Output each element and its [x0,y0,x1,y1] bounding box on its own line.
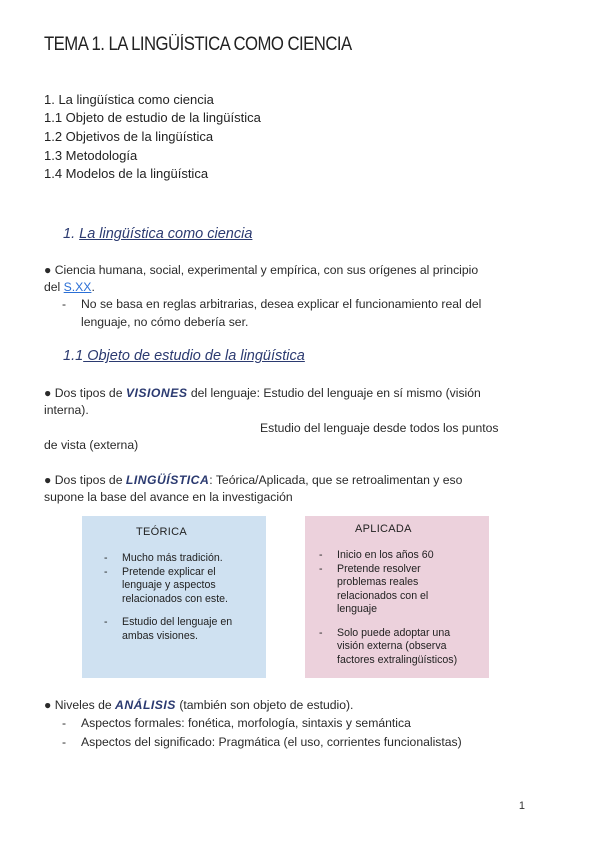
visiones-keyword: VISIONES [125,386,188,400]
toc-item: 1.3 Metodología [44,148,138,163]
aplicada-title: APLICADA [355,523,412,535]
toc-item: 1.4 Modelos de la lingüística [44,166,209,181]
teorica-box [82,516,266,678]
list-item: - Inicio en los años 60 [319,549,434,561]
analisis-keyword: ANÁLISIS [115,698,176,712]
section-1-1-heading [63,348,305,364]
section-1-bullet-line2: del S.XX. [44,280,95,294]
dash-marker: - [62,716,67,730]
list-item: - Mucho más tradición. [104,552,223,564]
section-1-title: La lingüística como ciencia [79,226,253,242]
toc-item: 1.2 Objetivos de la lingüística [44,129,214,144]
section-1-bullet-line1: ● Ciencia humana, social, experimental y empírica, con sus orígenes al principio [44,263,479,277]
analisis-sub2: Aspectos del significado: Pragmática (el uso, corrientes funcionalistas) [81,735,462,749]
visiones-line1: ● Dos tipos de VISIONES del lenguaje: Estudio del lenguaje en sí mismo (visión [44,386,481,400]
toc-item: 1. La lingüística como ciencia [44,92,214,107]
linguistica-line2: supone la base del avance en la investigación [44,490,293,504]
section-1-sub-line2: lenguaje, no cómo debería ser. [81,315,249,329]
dash-marker: - [62,735,67,749]
aplicada-box [305,516,489,678]
linguistica-line1: ● Dos tipos de LINGÜÍSTICA: Teórica/Aplicada, que se retroalimentan y eso [44,473,463,487]
section-1-heading [63,226,252,242]
teorica-list [104,552,232,643]
visiones-line2: interna). [44,403,89,417]
visiones-line4: de vista (externa) [44,438,139,452]
aplicada-list [319,549,457,667]
section-1-number: 1. [63,226,76,242]
toc-item: 1.1 Objeto de estudio de la lingüística [44,110,261,125]
analisis-line: ● Niveles de ANÁLISIS (también son objeto de estudio). [44,698,354,712]
page-number: 1 [518,800,525,812]
sxx-link[interactable]: S.XX [63,280,92,294]
teorica-title: TEÓRICA [136,526,187,538]
list-item: - Pretende explicar el lenguaje y aspectos relacionados con este. [104,565,229,605]
dash-marker: - [62,297,67,311]
section-1-1-title: Objeto de estudio de la lingüística [83,348,305,364]
section-1-sub-line1: No se basa en reglas arbitrarias, desea explicar el funcionamiento real del [81,297,482,311]
list-item: - Solo puede adoptar una visión externa (observa factores extralingüísticos) [319,626,458,666]
list-item: - Estudio del lenguaje en ambas visiones. [104,616,233,642]
linguistica-keyword: LINGÜÍSTICA [125,473,210,487]
visiones-line3: Estudio del lenguaje desde todos los puntos [260,421,499,435]
section-1-1-number: 1.1 [63,348,84,364]
analisis-sub1: Aspectos formales: fonética, morfología, sintaxis y semántica [81,716,411,730]
page-title: TEMA 1. LA LINGÜÍSTICA COMO CIENCIA [44,34,352,55]
list-item: - Pretende resolver problemas reales relacionados con el lenguaje [319,562,429,615]
